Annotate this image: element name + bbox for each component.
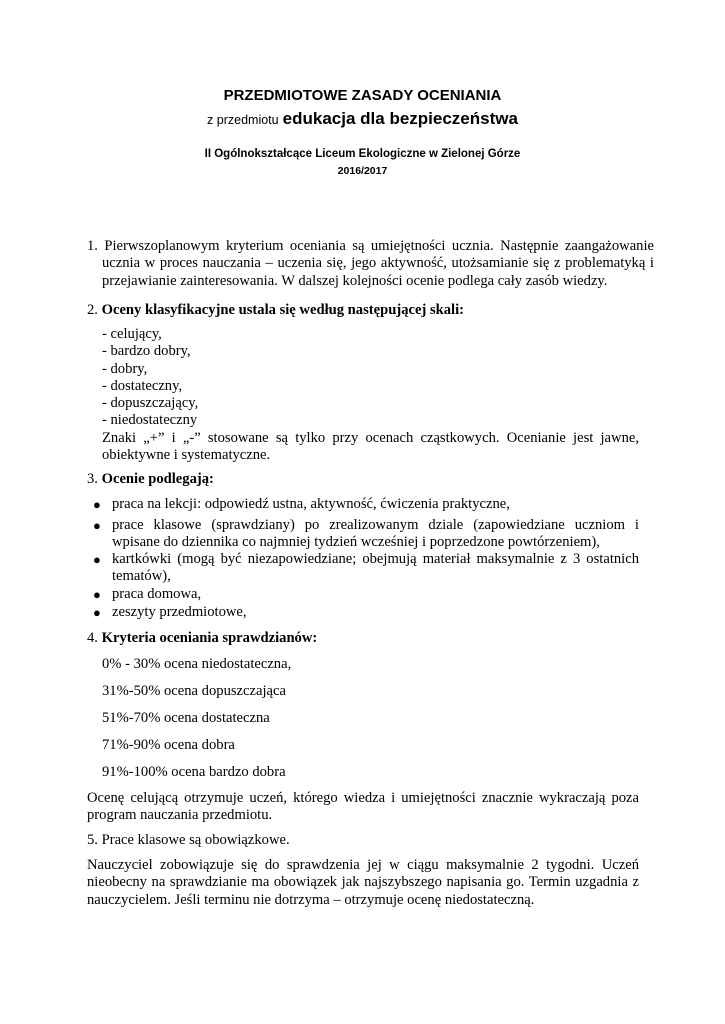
criteria-item: 0% - 30% ocena niedostateczna, — [102, 656, 292, 672]
page-title: PRZEDMIOTOWE ZASADY OCENIANIA — [223, 87, 502, 104]
section-2-title: Oceny klasyfikacyjne ustala się według następującej skali: — [101, 302, 465, 318]
subject-prefix: z przedmiotu — [207, 113, 279, 127]
grade-item: - dopuszczający, — [102, 395, 199, 412]
section-4-heading — [87, 630, 639, 647]
assessment-item-text: zeszyty przedmiotowe, — [112, 604, 247, 620]
bullet-icon: ● — [93, 552, 101, 567]
section-3-title: Ocenie podlegają: — [101, 471, 214, 487]
criteria-item: 91%-100% ocena bardzo dobra — [102, 764, 286, 780]
grading-note: Znaki „+” i „-” stosowane są tylko przy ocenach cząstkowych. Ocenianie jest jawne, obiektywne i systematyczne. — [102, 429, 639, 464]
school-name: II Ogólnokształcące Liceum Ekologiczne w Zielonej Górze — [204, 148, 521, 160]
grade-item: - niedostateczny — [102, 412, 198, 429]
section-5-text: Nauczyciel zobowiązuje się do sprawdzenia jej w ciągu maksymalnie 2 tygodni. Uczeń nieobecny na sprawdzianie ma obowiązek jak najszybszego napisania go. Termin uzgadnia z nauczycielem. Jeśli terminu nie dotrzyma – otrzymuje ocenę niedostateczną. — [87, 857, 639, 908]
section-2-number: 2. — [87, 302, 98, 318]
grade-item: - dobry, — [102, 360, 148, 377]
bullet-icon: ● — [93, 497, 101, 512]
criteria-item: 31%-50% ocena dopuszczająca — [102, 683, 286, 699]
subject-line — [0, 110, 725, 129]
grade-item: - bardzo dobry, — [102, 343, 191, 360]
school-year: 2016/2017 — [337, 165, 388, 177]
section-1-text: 1. Pierwszoplanowym kryterium oceniania są umiejętności ucznia. Następnie zaangażowanie ucznia w proces nauczania – uczenia się, jego aktywność, utożsamianie się z problematyką i przejawianie zainteresowania. W dalszej kolejności ocenie podlega cały zasób wiedzy. — [87, 238, 654, 289]
bullet-icon: ● — [93, 605, 101, 620]
bullet-icon: ● — [93, 587, 101, 602]
grade-item: - celujący, — [102, 326, 162, 342]
section-4-number: 4. — [87, 630, 98, 646]
section-3-number: 3. — [87, 471, 98, 487]
section-4-title: Kryteria oceniania sprawdzianów: — [101, 630, 318, 646]
grade-scale-list — [102, 326, 639, 464]
criteria-item: 51%-70% ocena dostateczna — [102, 710, 270, 726]
assessment-item-text: kartkówki (mogą być niezapowiedziane; obejmują materiał maksymalnie z 3 ostatnich tematów), — [112, 551, 639, 585]
grade-item: - dostateczny, — [102, 377, 183, 394]
subject-name: edukacja dla bezpieczeństwa — [282, 109, 518, 128]
celujaca-note: Ocenę celującą otrzymuje uczeń, którego wiedza i umiejętności znacznie wykraczają poza program nauczania przedmiotu. — [87, 790, 639, 824]
section-2-heading — [87, 302, 639, 319]
section-3-heading — [87, 471, 639, 488]
assessment-item-text: praca na lekcji: odpowiedź ustna, aktywność, ćwiczenia praktyczne, — [112, 496, 510, 512]
assessment-item-text: prace klasowe (sprawdziany) po zrealizowanym dziale (zapowiedziane uczniom i wpisane do dziennika co najmniej tydzień wcześniej i poprzedzone powtórzeniem), — [112, 517, 639, 551]
bullet-icon: ● — [93, 518, 101, 533]
assessment-item-text: praca domowa, — [112, 586, 202, 602]
criteria-item: 71%-90% ocena dobra — [102, 737, 235, 753]
section-5-heading: 5. Prace klasowe są obowiązkowe. — [87, 832, 290, 848]
